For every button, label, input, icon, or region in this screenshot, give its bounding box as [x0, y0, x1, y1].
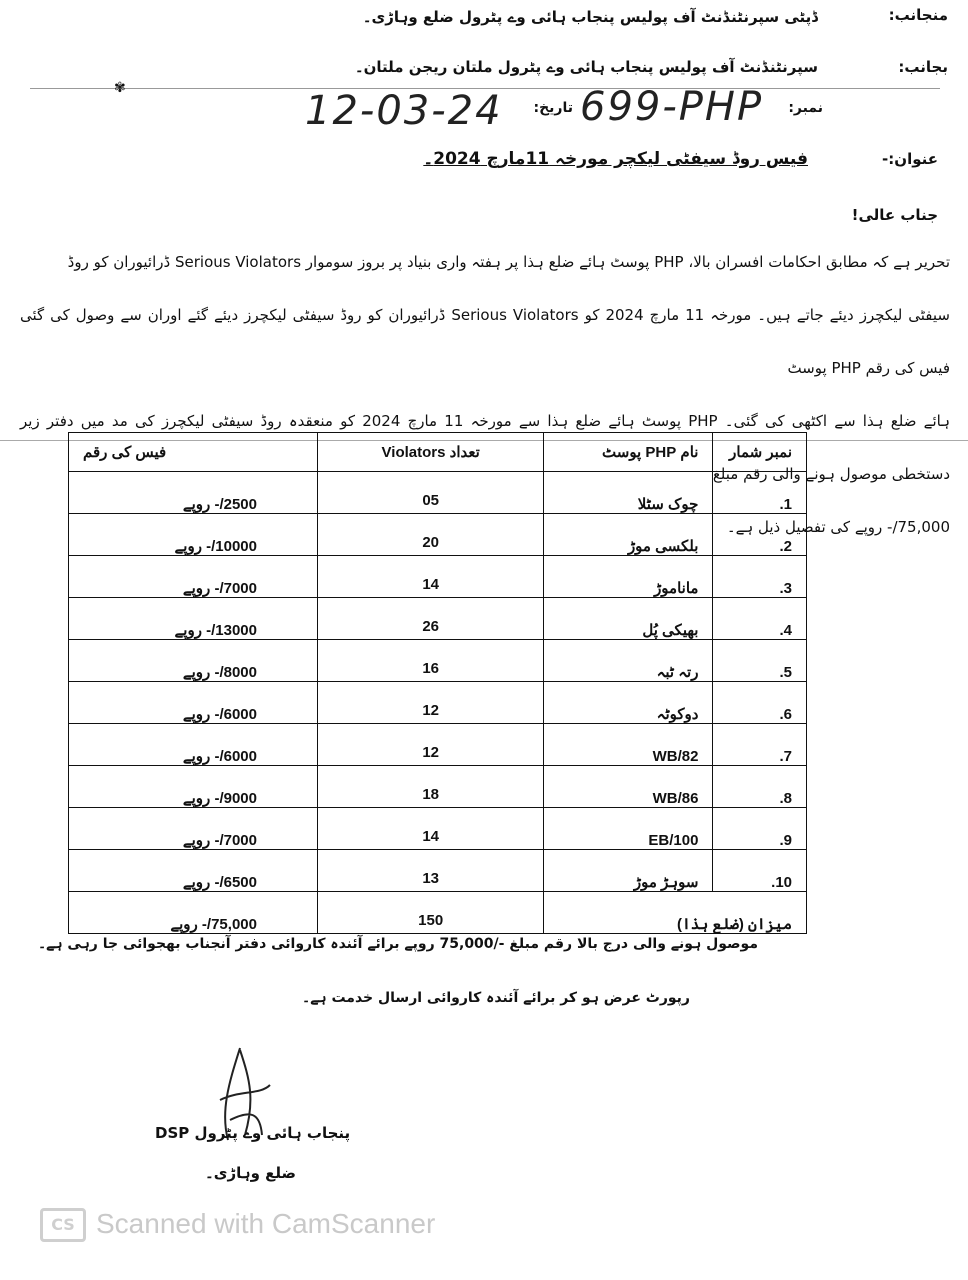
- ornament-icon: ✾: [114, 80, 126, 96]
- camscanner-logo: CS: [40, 1208, 86, 1242]
- cell-post: 82/WB: [544, 724, 713, 766]
- cell-fee: 6000/- روپے: [69, 682, 318, 724]
- cell-violators: 12: [317, 682, 543, 724]
- number-value: 699-PHP: [580, 84, 764, 130]
- subject-label: عنوان:-: [882, 150, 938, 168]
- footer-line-2: رپورٹ عرض ہو کر برائے آئندہ کاروائی ارسال خدمت ہے۔: [302, 990, 690, 1006]
- cell-fee: 7000/- روپے: [69, 556, 318, 598]
- total-fee: 75,000/- روپے: [69, 892, 318, 934]
- paragraph-line-3: ہائے ضلع ہذا سے اکٹھی کی گئی۔ PHP پوسٹ ہائے ضلع ہذا سے مورخہ 11 مارچ 2024 کو منعقدہ روڈ سیفٹی لیکچرز کی مد میں دفتر زیر دستخطی موصول ہونے والی رقم مبلغ: [20, 412, 950, 483]
- cell-violators: 12: [317, 724, 543, 766]
- cell-violators: 05: [317, 472, 543, 514]
- cell-post: بھیکی پُل: [544, 598, 713, 640]
- cell-fee: 8000/- روپے: [69, 640, 318, 682]
- subject-text: فیس روڈ سیفٹی لیکچر مورخہ 11مارچ 2024۔: [423, 149, 808, 169]
- cell-post: 100/EB: [544, 808, 713, 850]
- cell-serial: 2.: [713, 514, 807, 556]
- cell-violators: 20: [317, 514, 543, 556]
- cell-post: بلکسی موڑ: [544, 514, 713, 556]
- cell-post: رتہ ٹبہ: [544, 640, 713, 682]
- from-label: منجانب:: [888, 6, 948, 24]
- cell-violators: 13: [317, 850, 543, 892]
- cell-serial: 5.: [713, 640, 807, 682]
- cell-fee: 6000/- روپے: [69, 724, 318, 766]
- cell-serial: 6.: [713, 682, 807, 724]
- cell-violators: 14: [317, 808, 543, 850]
- table-row: [69, 472, 807, 514]
- number-label: نمبر:: [788, 100, 823, 116]
- table-row: [69, 556, 807, 598]
- table-row: [69, 808, 807, 850]
- header-post: نام PHP پوسٹ: [544, 433, 713, 472]
- cell-serial: 10.: [713, 850, 807, 892]
- cell-fee: 7000/- روپے: [69, 808, 318, 850]
- cell-violators: 26: [317, 598, 543, 640]
- table-row: [69, 598, 807, 640]
- cell-post: سوہڑ موڑ: [544, 850, 713, 892]
- cell-violators: 16: [317, 640, 543, 682]
- total-row: [69, 892, 807, 934]
- date-label: تاریخ:: [533, 100, 573, 116]
- cell-serial: 7.: [713, 724, 807, 766]
- cell-serial: 9.: [713, 808, 807, 850]
- cell-serial: 1.: [713, 472, 807, 514]
- header-fee: فیس کی رقم: [69, 433, 318, 472]
- cell-serial: 8.: [713, 766, 807, 808]
- date-value: 12-03-24: [305, 88, 503, 134]
- total-violators: 150: [317, 892, 543, 934]
- cell-post: 86/WB: [544, 766, 713, 808]
- header-violators: تعداد Violators: [317, 433, 543, 472]
- camscanner-watermark: Scanned with CamScanner: [96, 1208, 436, 1239]
- paragraph-line-1: تحریر ہے کہ مطابق احکامات افسران بالا، PHP پوسٹ ہائے ضلع ہذا پر ہفتہ واری بنیاد پر بروز سوموار Serious Violators ڈرائیوران کو روڈ: [67, 253, 950, 271]
- signature-line-2: ضلع وہاڑی۔: [205, 1164, 297, 1182]
- to-text: سپرنٹنڈنٹ آف پولیس پنجاب ہائی وے پٹرول ملتان ریجن ملتان۔: [354, 58, 818, 76]
- from-text: ڈپٹی سپرنٹنڈنٹ آف پولیس پنجاب ہائی وے پٹرول ضلع وہاڑی۔: [362, 8, 818, 26]
- salutation: جناب عالی!: [851, 206, 938, 224]
- table-row: [69, 640, 807, 682]
- cell-serial: 4.: [713, 598, 807, 640]
- cell-serial: 3.: [713, 556, 807, 598]
- total-label: میزان (ضلع ہذا): [544, 892, 807, 934]
- paragraph-line-4: 75,000/- روپے کی تفصیل ذیل ہے۔: [726, 518, 950, 536]
- table-header-row: [69, 433, 807, 472]
- table-row: [69, 766, 807, 808]
- cell-fee: 10000/- روپے: [69, 514, 318, 556]
- cell-violators: 18: [317, 766, 543, 808]
- table-row: [69, 850, 807, 892]
- cell-post: ماناموڑ: [544, 556, 713, 598]
- cell-violators: 14: [317, 556, 543, 598]
- cell-fee: 6500/- روپے: [69, 850, 318, 892]
- table-row: [69, 682, 807, 724]
- cell-fee: 9000/- روپے: [69, 766, 318, 808]
- cell-post: دوکوٹہ: [544, 682, 713, 724]
- table-row: [69, 514, 807, 556]
- header-serial: نمبر شمار: [713, 433, 807, 472]
- cell-fee: 13000/- روپے: [69, 598, 318, 640]
- cell-fee: 2500/- روپے: [69, 472, 318, 514]
- paragraph-line-2: سیفٹی لیکچرز دیئے جاتے ہیں۔ مورخہ 11 مارچ 2024 کو Serious Violators ڈرائیوران کو روڈ سیفٹی لیکچرز دیئے گئے اوران سے وصول کی گئی فیس کی رقم PHP پوسٹ: [20, 306, 950, 377]
- to-label: بجانب:: [898, 58, 948, 76]
- table-row: [69, 724, 807, 766]
- signature-line-1: DSP پنجاب ہائی وے پٹرول: [155, 1124, 351, 1142]
- cell-post: چوک سٹلا: [544, 472, 713, 514]
- footer-line-1: موصول ہونے والی درج بالا رقم مبلغ -/75,000 روپے برائے آئندہ کاروائی دفتر آنجناب بھجوائی جا رہی ہے۔: [37, 936, 758, 952]
- fees-table: [68, 432, 807, 934]
